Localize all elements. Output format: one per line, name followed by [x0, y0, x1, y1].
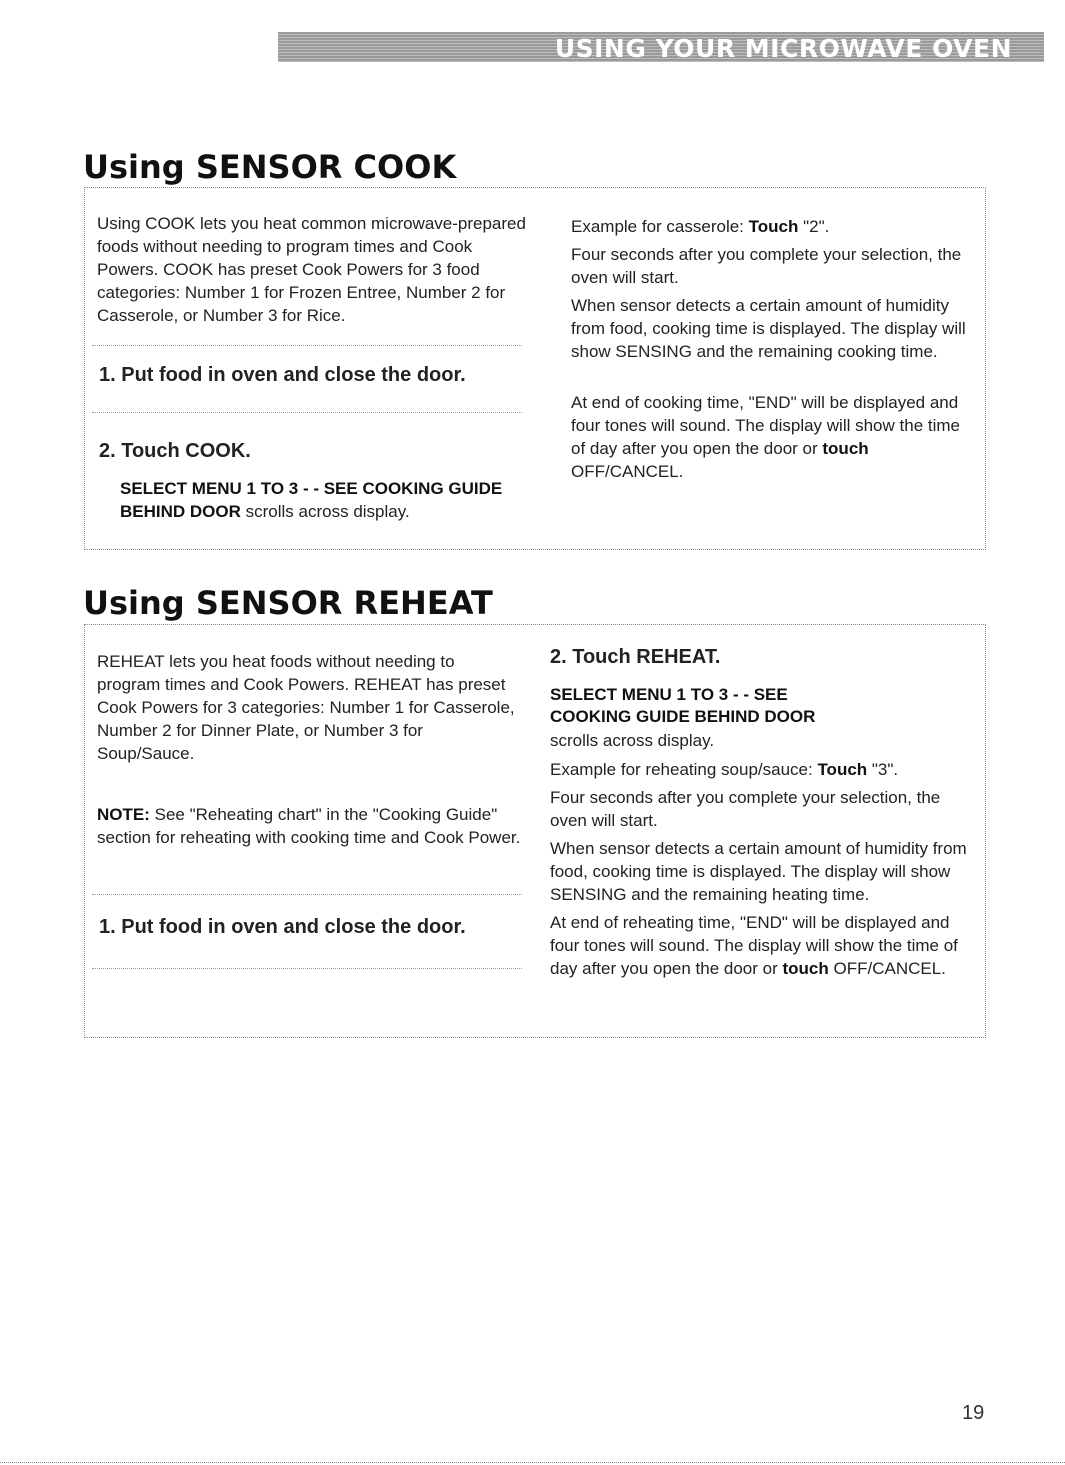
end-text: At end of reheating time, "END" will be displayed and four tones will sound. The display will show the time of day after you open the door or: [550, 913, 958, 978]
sensor-reheat-step-1: 1. Put food in oven and close the door.: [99, 916, 466, 938]
sensor-reheat-display-message: [550, 684, 860, 728]
sensor-reheat-heading: Using SENSOR REHEAT: [83, 584, 493, 622]
sensor-reheat-intro: REHEAT lets you heat foods without needing to program times and Cook Powers. REHEAT has preset Cook Powers for 3 categories: Number 1 for Casserole, Number 2 for Dinner Plate, or Number 3 for Soup/Sauce.: [97, 652, 515, 763]
sensor-reheat-step-2: 2. Touch REHEAT.: [550, 646, 721, 668]
display-text: SELECT MENU 1 TO 3 - - SEE COOKING GUIDE BEHIND DOOR: [120, 479, 503, 521]
sensor-reheat-display-suffix: scrolls across display.: [550, 731, 715, 750]
banner-title: USING YOUR MICROWAVE OVEN: [554, 34, 1012, 63]
sensor-reheat-start-info: Four seconds after you complete your selection, the oven will start.: [550, 788, 941, 830]
divider: [92, 968, 522, 969]
sensor-reheat-end-info: [550, 911, 975, 980]
end-text: At end of cooking time, "END" will be displayed and four tones will sound. The display will show the time of day after you open the door or: [571, 393, 960, 458]
sensor-cook-sensor-info: When sensor detects a certain amount of humidity from food, cooking time is displayed. The display will show SENSING and the remaining cooking time.: [571, 296, 966, 361]
example-suffix: "2".: [798, 217, 830, 236]
sensor-reheat-note: [97, 803, 527, 849]
footer-rule: [0, 1462, 1065, 1463]
divider: [92, 894, 522, 895]
example-prefix: Example for reheating soup/sauce:: [550, 760, 818, 779]
divider: [92, 412, 522, 413]
divider: [92, 345, 522, 346]
example-touch: Touch: [748, 217, 799, 236]
example-suffix: "3".: [867, 760, 899, 779]
sensor-cook-step-1: 1. Put food in oven and close the door.: [99, 364, 466, 386]
header-banner: [278, 32, 1044, 62]
sensor-cook-start-info: Four seconds after you complete your selection, the oven will start.: [571, 245, 962, 287]
sensor-reheat-sensor-info: When sensor detects a certain amount of humidity from food, cooking time is displayed. The display will show SENSING and the remaining heating time.: [550, 839, 967, 904]
display-text: SELECT MENU 1 TO 3 - - SEE COOKING GUIDE BEHIND DOOR: [550, 685, 816, 726]
end-touch: touch: [822, 439, 869, 458]
sensor-cook-end-info: [571, 391, 971, 483]
example-prefix: Example for casserole:: [571, 217, 749, 236]
sensor-cook-example: [571, 215, 971, 238]
example-touch: Touch: [817, 760, 868, 779]
end-suffix: OFF/CANCEL.: [828, 959, 946, 978]
page-number: 19: [962, 1402, 985, 1424]
sensor-reheat-example: [550, 758, 970, 781]
sensor-cook-heading: Using SENSOR COOK: [83, 148, 457, 186]
sensor-cook-step-2: 2. Touch COOK.: [99, 440, 251, 462]
sensor-cook-display-message: [120, 477, 510, 523]
end-suffix: OFF/CANCEL.: [571, 462, 684, 481]
note-label: NOTE:: [97, 805, 150, 824]
end-touch: touch: [782, 959, 829, 978]
sensor-cook-intro: Using COOK lets you heat common microwave-prepared foods without needing to program times and Cook Powers. COOK has preset Cook Powers for 3 food categories: Number 1 for Frozen Entree, Number 2 for Casserole, or Number 3 for Rice.: [97, 214, 526, 325]
display-suffix: scrolls across display.: [240, 502, 410, 521]
note-text: See "Reheating chart" in the "Cooking Guide" section for reheating with cooking time and Cook Power.: [97, 805, 521, 847]
